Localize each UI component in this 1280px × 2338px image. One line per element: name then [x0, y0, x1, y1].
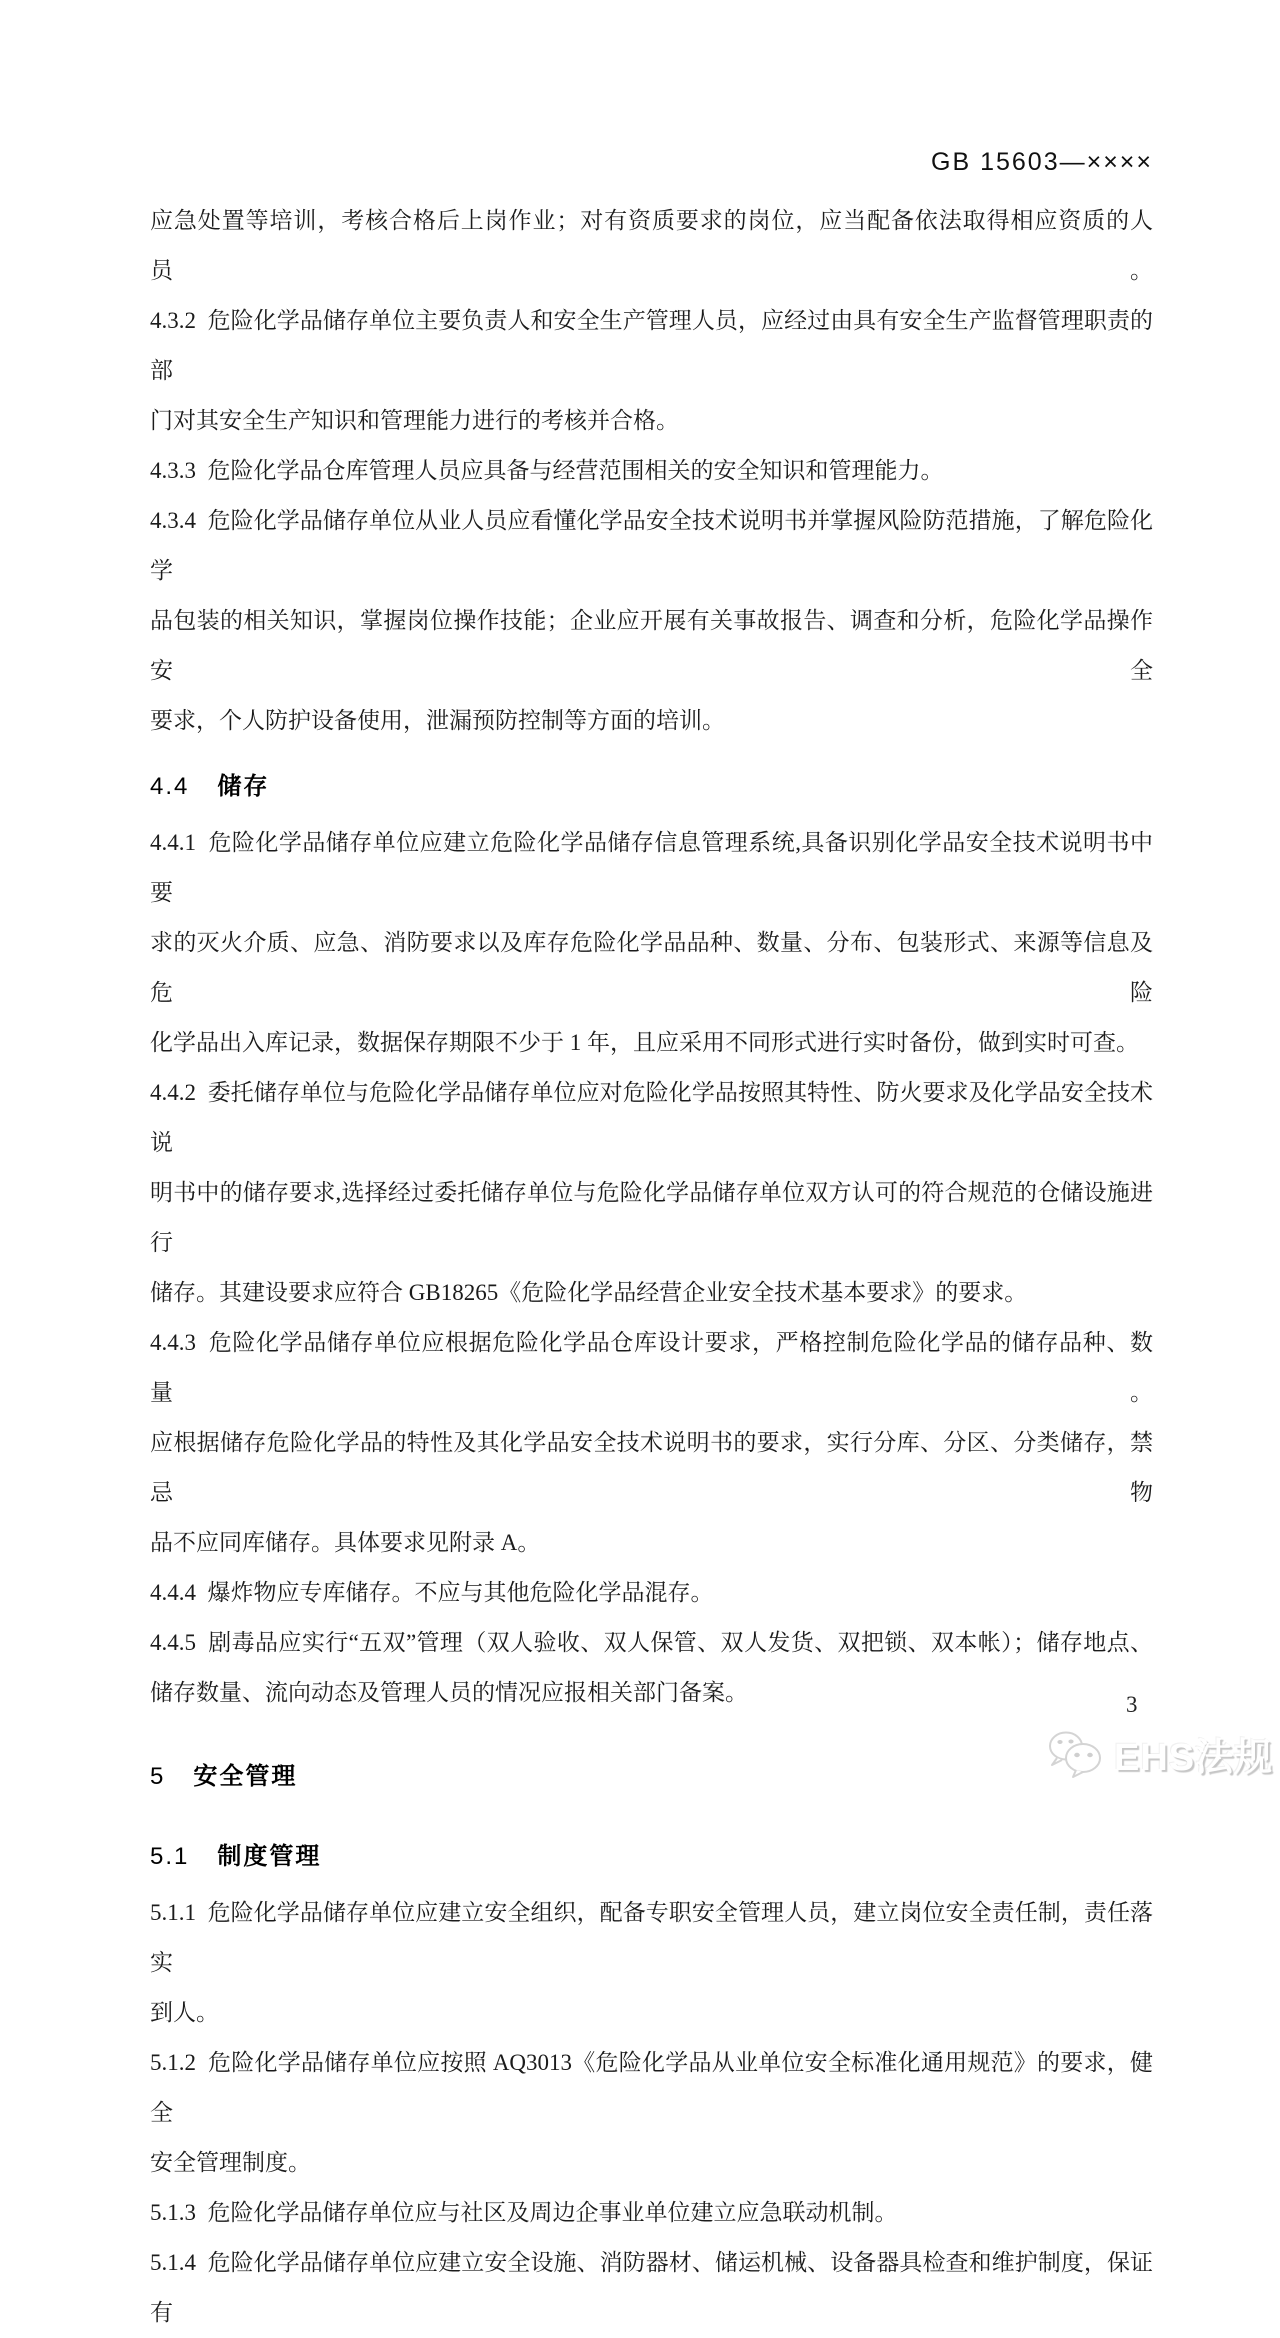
document-body [150, 196, 1153, 2338]
text-line: 安全管理制度。 [150, 2150, 311, 2175]
text-line: 门对其安全生产知识和管理能力进行的考核并合格。 [150, 408, 679, 433]
text-line: 4.4.3 危险化学品储存单位应根据危险化学品仓库设计要求，严格控制危险化学品的储存品种、数量。 [150, 1330, 1153, 1405]
paragraph [150, 1068, 1153, 1318]
text-line: 5.1.3 危险化学品储存单位应与社区及周边企事业单位建立应急联动机制。 [150, 2200, 898, 2225]
paragraph [150, 1318, 1153, 1568]
text-line: 明书中的储存要求,选择经过委托储存单位与危险化学品储存单位双方认可的符合规范的仓储设施进行 [150, 1180, 1153, 1255]
text-line: 要求，个人防护设备使用，泄漏预防控制等方面的培训。 [150, 708, 725, 733]
section-heading [150, 762, 1153, 812]
paragraph [150, 2188, 1153, 2238]
heading-title: 储存 [217, 773, 270, 800]
text-line: 品包装的相关知识，掌握岗位操作技能；企业应开展有关事故报告、调查和分析，危险化学品操作安全 [150, 608, 1153, 683]
text-line: 储存数量、流向动态及管理人员的情况应报相关部门备案。 [150, 1680, 748, 1705]
heading-number: 5 [150, 1763, 166, 1790]
text-line: 化学品出入库记录，数据保存期限不少于 1 年，且应采用不同形式进行实时备份，做到实时可查。 [150, 1030, 1139, 1055]
text-line: 4.4.2 委托储存单位与危险化学品储存单位应对危险化学品按照其特性、防火要求及化学品安全技术说 [150, 1080, 1153, 1155]
text-line: 储存。其建设要求应符合 GB18265《危险化学品经营企业安全技术基本要求》的要求。 [150, 1280, 1028, 1305]
paragraph [150, 818, 1153, 1068]
text-line: 4.3.3 危险化学品仓库管理人员应具备与经营范围相关的安全知识和管理能力。 [150, 458, 944, 483]
paragraph [150, 1618, 1153, 1718]
paragraph [150, 196, 1153, 296]
paragraph [150, 2038, 1153, 2188]
wechat-icon [1046, 1730, 1104, 1778]
heading-title: 制度管理 [217, 1843, 322, 1870]
standard-number-header: GB 15603—×××× [931, 148, 1153, 176]
section-heading [150, 1752, 1153, 1802]
text-line: 4.4.4 爆炸物应专库储存。不应与其他危险化学品混存。 [150, 1580, 714, 1605]
watermark [1046, 1726, 1273, 1781]
paragraph [150, 2238, 1153, 2338]
paragraph [150, 296, 1153, 446]
text-line: 应急处置等培训，考核合格后上岗作业；对有资质要求的岗位，应当配备依法取得相应资质的人员。 [150, 208, 1153, 283]
section-heading [150, 1832, 1153, 1882]
text-line: 到人。 [150, 2000, 219, 2025]
page-number: 3 [1126, 1692, 1138, 1717]
text-line: 5.1.4 危险化学品储存单位应建立安全设施、消防器材、储运机械、设备器具检查和维护制度，保证有 [150, 2250, 1153, 2325]
text-line: 4.3.2 危险化学品储存单位主要负责人和安全生产管理人员，应经过由具有安全生产监督管理职责的部 [150, 308, 1153, 383]
heading-title: 安全管理 [193, 1763, 298, 1790]
text-line: 4.4.1 危险化学品储存单位应建立危险化学品储存信息管理系统,具备识别化学品安全技术说明书中要 [150, 830, 1153, 905]
text-line: 求的灭火介质、应急、消防要求以及库存危险化学品品种、数量、分布、包装形式、来源等信息及危险 [150, 930, 1153, 1005]
text-line: 4.4.5 剧毒品应实行“五双”管理（双人验收、双人保管、双人发货、双把锁、双本帐）；储存地点、 [150, 1630, 1153, 1655]
heading-number: 5.1 [150, 1843, 190, 1870]
heading-number: 4.4 [150, 773, 190, 800]
paragraph [150, 446, 1153, 496]
watermark-text: EHS法规 [1114, 1737, 1274, 1779]
paragraph [150, 496, 1153, 746]
text-line: 应根据储存危险化学品的特性及其化学品安全技术说明书的要求，实行分库、分区、分类储存，禁忌物 [150, 1430, 1153, 1505]
paragraph [150, 1888, 1153, 2038]
text-line: 品不应同库储存。具体要求见附录 A。 [150, 1530, 541, 1555]
text-line: 5.1.1 危险化学品储存单位应建立安全组织，配备专职安全管理人员，建立岗位安全责任制，责任落实 [150, 1900, 1153, 1975]
text-line: 5.1.2 危险化学品储存单位应按照 AQ3013《危险化学品从业单位安全标准化通用规范》的要求，健全 [150, 2050, 1153, 2125]
paragraph [150, 1568, 1153, 1618]
text-line: 4.3.4 危险化学品储存单位从业人员应看懂化学品安全技术说明书并掌握风险防范措施，了解危险化学 [150, 508, 1153, 583]
